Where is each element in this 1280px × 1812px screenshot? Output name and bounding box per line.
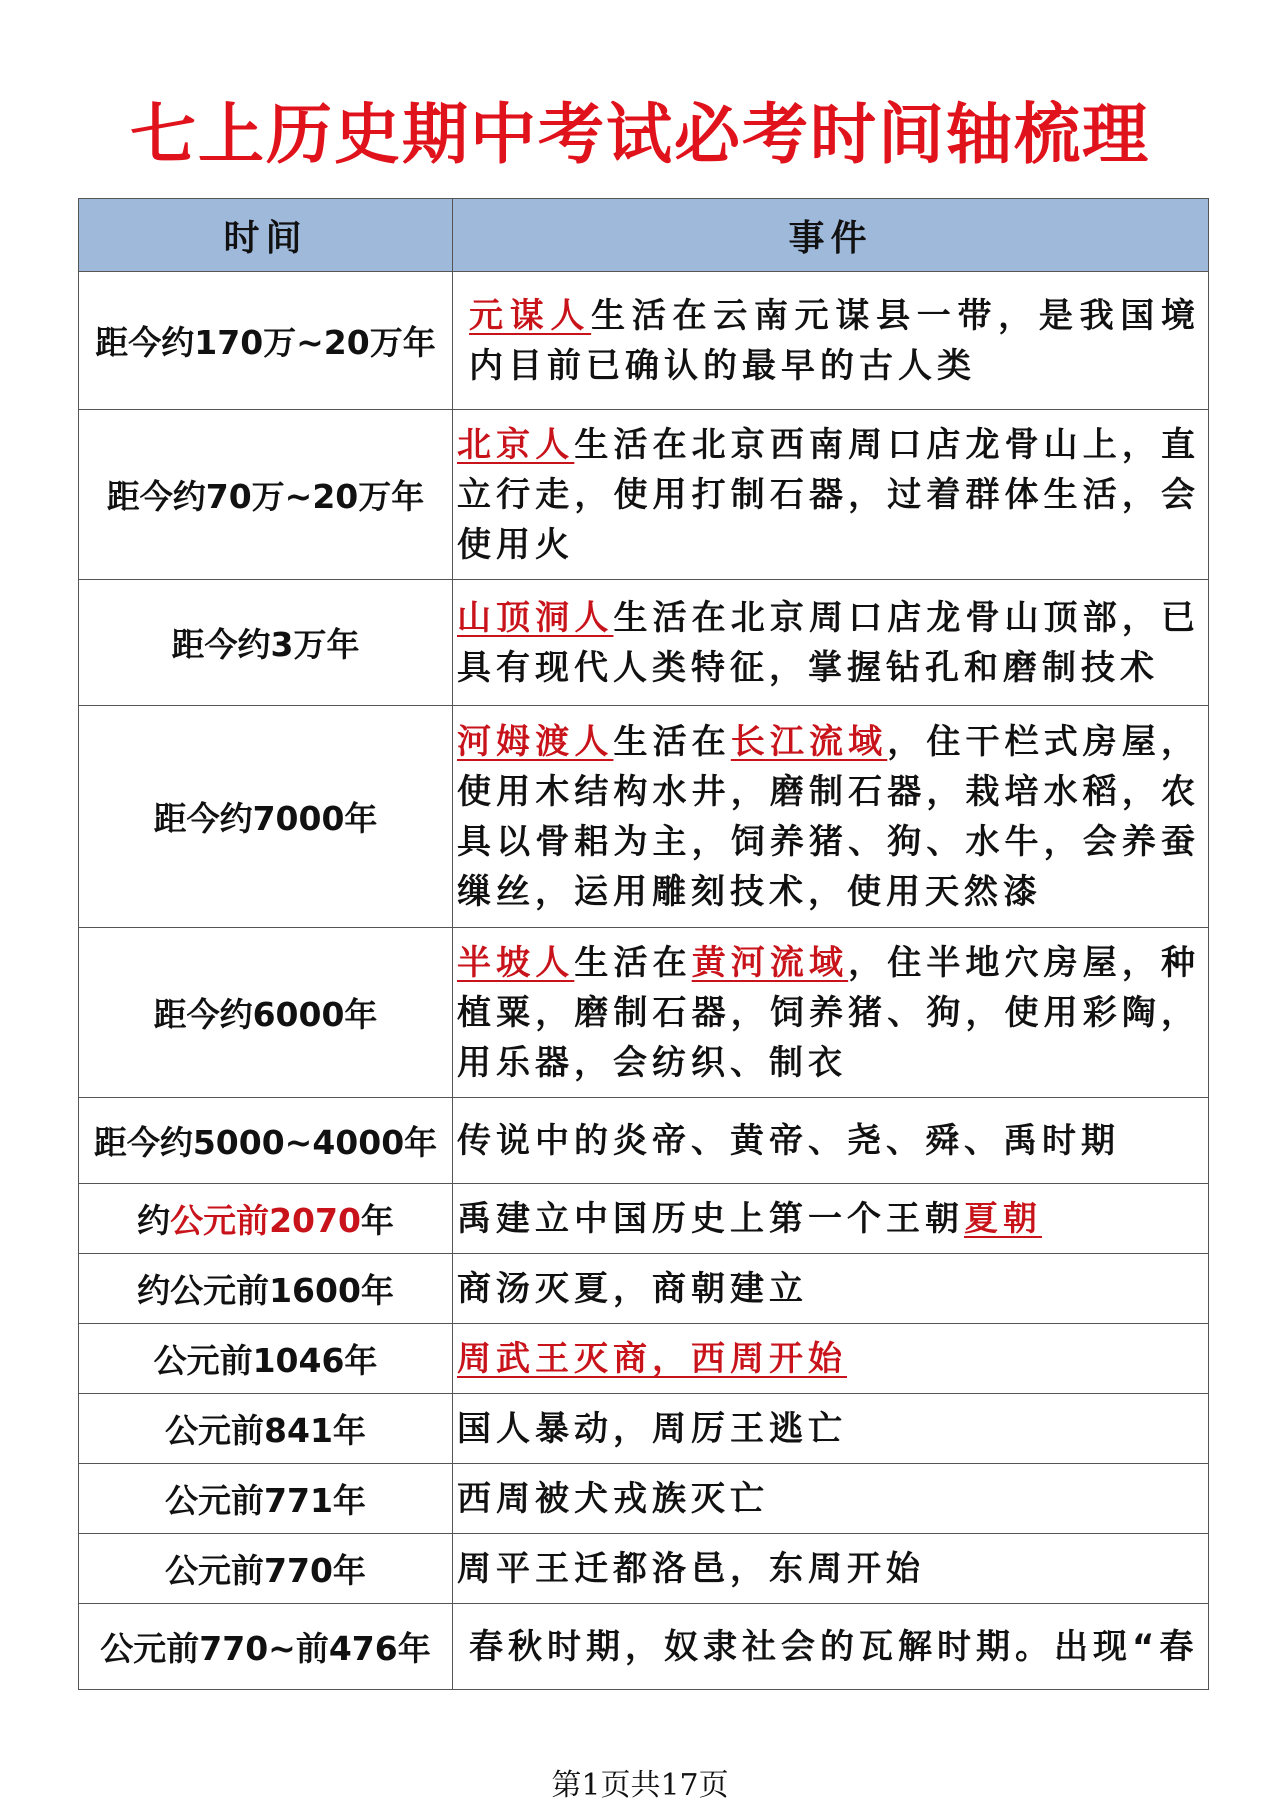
time-cell: 公元前770年 bbox=[79, 1534, 453, 1604]
time-highlight: 公元前2070 bbox=[170, 1201, 361, 1240]
event-highlight: 周武王灭商，西周开始 bbox=[457, 1338, 847, 1379]
event-cell: 周平王迁都洛邑，东周开始 bbox=[453, 1534, 1209, 1604]
time-cell: 公元前771年 bbox=[79, 1464, 453, 1534]
event-cell bbox=[453, 928, 1209, 1098]
event-cell bbox=[453, 1184, 1209, 1254]
event-text: ，住半地穴房屋，种植粟，磨制石器，饲养猪、狗，使用彩陶，用乐器，会纺织、制衣 bbox=[457, 942, 1201, 1083]
time-cell: 距今约7000年 bbox=[79, 706, 453, 928]
event-highlight: 河姆渡人 bbox=[457, 721, 614, 762]
event-cell bbox=[453, 1324, 1209, 1394]
time-cell: 距今约70万~20万年 bbox=[79, 410, 453, 580]
time-suffix: 年 bbox=[360, 1201, 394, 1240]
timeline-table-container bbox=[78, 198, 1208, 1690]
time-cell: 距今约170万~20万年 bbox=[79, 272, 453, 410]
event-cell: 传说中的炎帝、黄帝、尧、舜、禹时期 bbox=[453, 1098, 1209, 1184]
time-cell: 公元前770~前476年 bbox=[79, 1604, 453, 1690]
event-highlight: 山顶洞人 bbox=[457, 597, 614, 638]
table-row bbox=[79, 1534, 1209, 1604]
event-highlight: 北京人 bbox=[457, 424, 575, 465]
event-highlight: 黄河流域 bbox=[691, 942, 849, 983]
event-cell bbox=[453, 580, 1209, 706]
header-event: 事件 bbox=[453, 199, 1209, 272]
time-cell: 公元前1046年 bbox=[79, 1324, 453, 1394]
event-text: ，住干栏式房屋，使用木结构水井，磨制石器，栽培水稻，农具以骨耜为主，饲养猪、狗、水牛，会养蚕缫丝，运用雕刻技术，使用天然漆 bbox=[457, 721, 1201, 912]
event-cell bbox=[453, 410, 1209, 580]
time-cell: 公元前841年 bbox=[79, 1394, 453, 1464]
event-text: 生活在北京西南周口店龙骨山上，直立行走，使用打制石器，过着群体生活，会使用火 bbox=[457, 424, 1201, 565]
header-time: 时间 bbox=[79, 199, 453, 272]
time-cell: 距今约3万年 bbox=[79, 580, 453, 706]
event-text: 生活在 bbox=[613, 721, 731, 762]
event-cell: 西周被犬戎族灭亡 bbox=[453, 1464, 1209, 1534]
table-row bbox=[79, 1098, 1209, 1184]
table-row bbox=[79, 1324, 1209, 1394]
table-row bbox=[79, 1394, 1209, 1464]
event-cell: 国人暴动，周厉王逃亡 bbox=[453, 1394, 1209, 1464]
event-cell bbox=[453, 706, 1209, 928]
event-text: 禹建立中国历史上第一个王朝 bbox=[457, 1198, 964, 1239]
event-cell: 商汤灭夏，商朝建立 bbox=[453, 1254, 1209, 1324]
event-cell: 春秋时期，奴隶社会的瓦解时期。出现“春 bbox=[453, 1604, 1209, 1690]
page-title: 七上历史期中考试必考时间轴梳理 bbox=[130, 96, 1150, 173]
time-prefix: 约 bbox=[137, 1201, 171, 1240]
timeline-table bbox=[78, 198, 1209, 1690]
page-footer: 第1页共17页 bbox=[551, 1768, 729, 1803]
event-highlight: 元谋人 bbox=[469, 295, 592, 336]
event-text: 生活在云南元谋县一带，是我国境内目前已确认的最早的古人类 bbox=[469, 295, 1201, 386]
event-highlight: 长江流域 bbox=[730, 721, 888, 762]
time-cell bbox=[79, 1184, 453, 1254]
table-row bbox=[79, 580, 1209, 706]
event-cell bbox=[453, 272, 1209, 410]
table-row bbox=[79, 272, 1209, 410]
table-row bbox=[79, 928, 1209, 1098]
time-cell: 约公元前1600年 bbox=[79, 1254, 453, 1324]
table-row bbox=[79, 706, 1209, 928]
table-row bbox=[79, 1254, 1209, 1324]
table-row bbox=[79, 1604, 1209, 1690]
table-row bbox=[79, 410, 1209, 580]
event-text: 生活在北京周口店龙骨山顶部，已具有现代人类特征，掌握钻孔和磨制技术 bbox=[457, 597, 1201, 688]
table-row bbox=[79, 1464, 1209, 1534]
table-header-row bbox=[79, 199, 1209, 272]
time-cell: 距今约6000年 bbox=[79, 928, 453, 1098]
event-highlight: 半坡人 bbox=[457, 942, 575, 983]
table-row bbox=[79, 1184, 1209, 1254]
event-highlight: 夏朝 bbox=[964, 1198, 1042, 1239]
event-text: 生活在 bbox=[574, 942, 692, 983]
time-cell: 距今约5000~4000年 bbox=[79, 1098, 453, 1184]
